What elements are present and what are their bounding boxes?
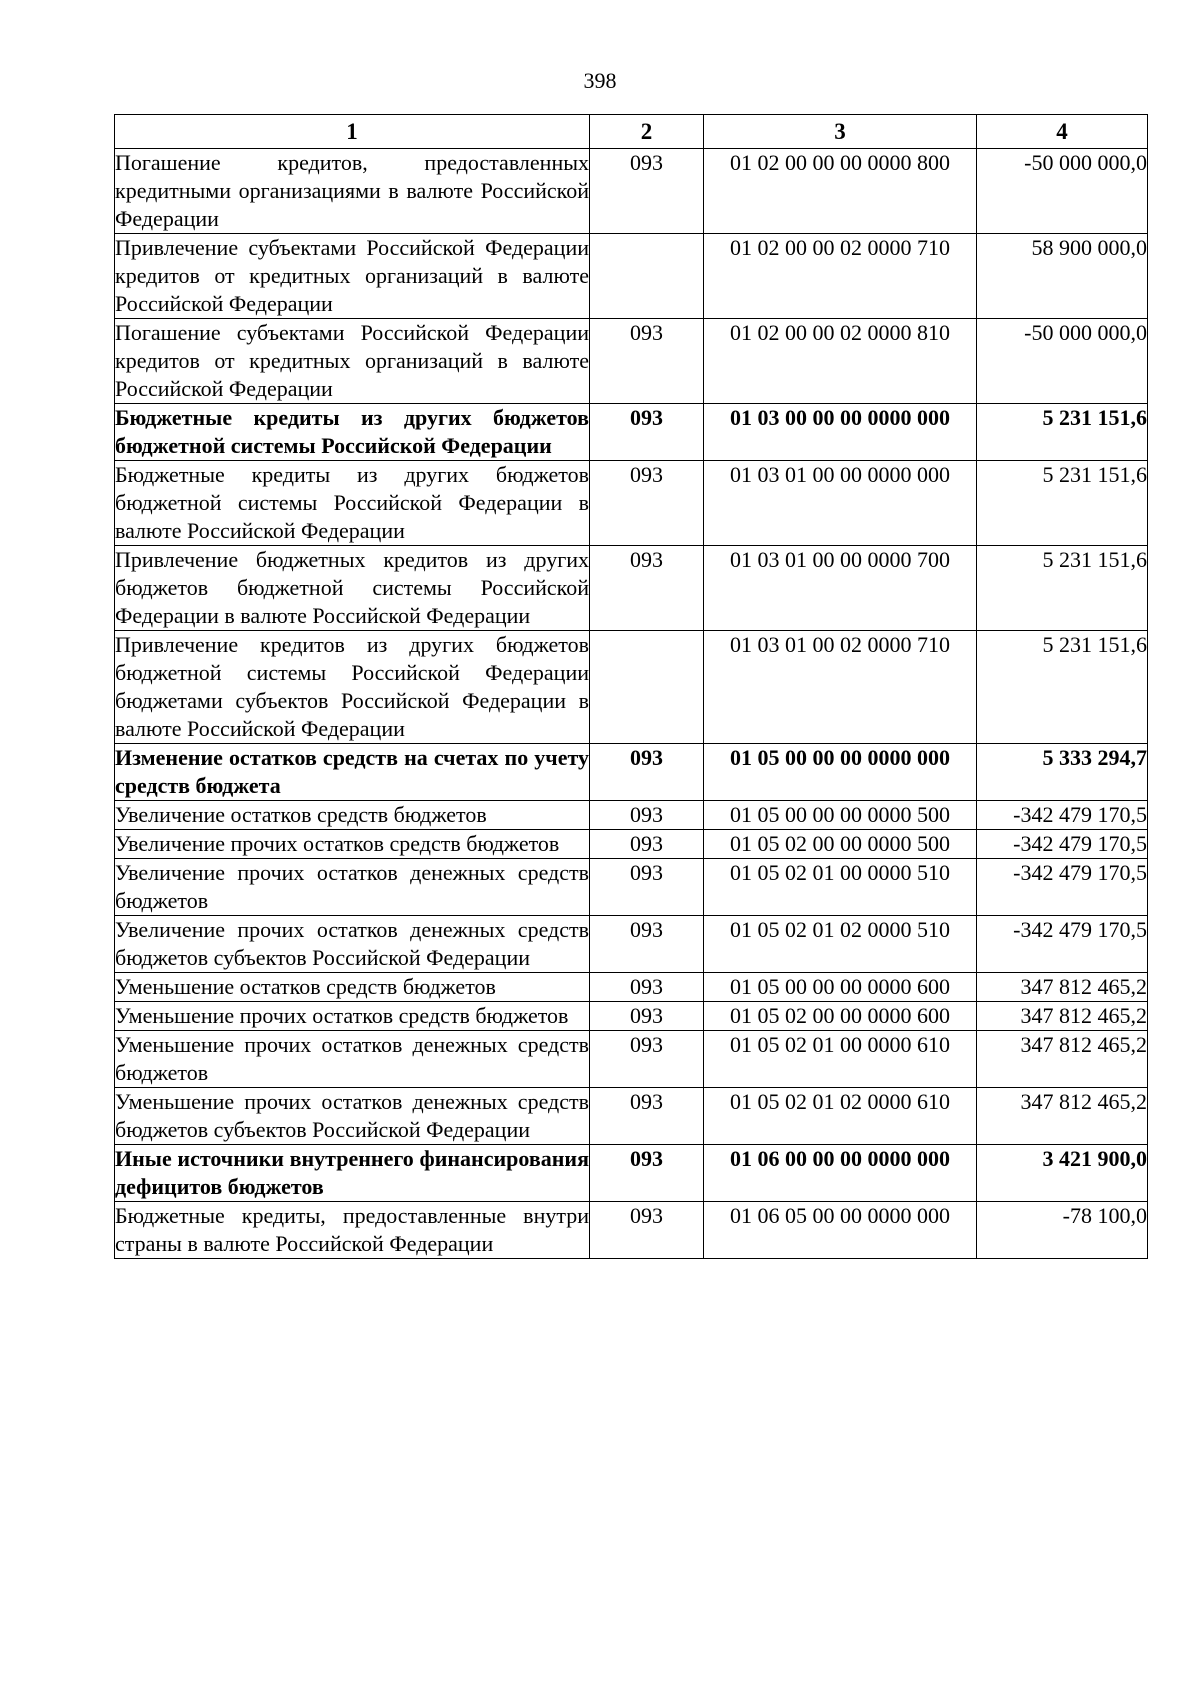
row-amount-cell: 347 812 465,2 <box>977 973 1148 1002</box>
row-admin-code-cell: 093 <box>590 916 704 973</box>
table-row <box>115 744 1148 801</box>
row-budget-code-cell: 01 05 02 01 00 0000 610 <box>704 1031 977 1088</box>
row-admin-code-cell: 093 <box>590 1031 704 1088</box>
row-budget-code-cell: 01 02 00 00 00 0000 800 <box>704 149 977 234</box>
table-row <box>115 1202 1148 1259</box>
table-row <box>115 1088 1148 1145</box>
row-name-cell: Иные источники внутреннего финансирования дефицитов бюджетов <box>115 1145 590 1202</box>
table-row <box>115 1145 1148 1202</box>
row-admin-code-cell: 093 <box>590 973 704 1002</box>
row-admin-code-cell: 093 <box>590 149 704 234</box>
row-admin-code-cell: 093 <box>590 801 704 830</box>
table-row <box>115 404 1148 461</box>
row-amount-cell: 347 812 465,2 <box>977 1088 1148 1145</box>
row-amount-cell: 58 900 000,0 <box>977 234 1148 319</box>
table-header-row <box>115 115 1148 149</box>
table-row <box>115 1031 1148 1088</box>
row-budget-code-cell: 01 03 01 00 00 0000 000 <box>704 461 977 546</box>
row-admin-code-cell: 093 <box>590 1088 704 1145</box>
table-row <box>115 916 1148 973</box>
row-budget-code-cell: 01 05 02 01 02 0000 510 <box>704 916 977 973</box>
row-name-cell: Погашение кредитов, предоставленных кредитными организациями в валюте Российской Федерации <box>115 149 590 234</box>
row-admin-code-cell: 093 <box>590 1002 704 1031</box>
row-amount-cell: -342 479 170,5 <box>977 916 1148 973</box>
row-amount-cell: 347 812 465,2 <box>977 1031 1148 1088</box>
row-name-cell: Изменение остатков средств на счетах по учету средств бюджета <box>115 744 590 801</box>
row-admin-code-cell: 093 <box>590 1145 704 1202</box>
row-amount-cell: -342 479 170,5 <box>977 830 1148 859</box>
row-amount-cell: -50 000 000,0 <box>977 319 1148 404</box>
row-admin-code-cell <box>590 631 704 744</box>
row-name-cell: Увеличение остатков средств бюджетов <box>115 801 590 830</box>
row-admin-code-cell: 093 <box>590 744 704 801</box>
row-amount-cell: -342 479 170,5 <box>977 801 1148 830</box>
row-budget-code-cell: 01 06 05 00 00 0000 000 <box>704 1202 977 1259</box>
column-header-admin: 2 <box>590 115 704 149</box>
row-budget-code-cell: 01 03 01 00 02 0000 710 <box>704 631 977 744</box>
row-admin-code-cell: 093 <box>590 830 704 859</box>
row-amount-cell: -342 479 170,5 <box>977 859 1148 916</box>
row-name-cell: Увеличение прочих остатков денежных средств бюджетов субъектов Российской Федерации <box>115 916 590 973</box>
table-body <box>115 149 1148 1259</box>
row-amount-cell: 3 421 900,0 <box>977 1145 1148 1202</box>
row-amount-cell: 5 231 151,6 <box>977 461 1148 546</box>
row-budget-code-cell: 01 03 01 00 00 0000 700 <box>704 546 977 631</box>
table-row <box>115 546 1148 631</box>
row-budget-code-cell: 01 05 00 00 00 0000 000 <box>704 744 977 801</box>
row-name-cell: Уменьшение остатков средств бюджетов <box>115 973 590 1002</box>
row-name-cell: Уменьшение прочих остатков денежных средств бюджетов субъектов Российской Федерации <box>115 1088 590 1145</box>
row-budget-code-cell: 01 05 02 01 00 0000 510 <box>704 859 977 916</box>
row-name-cell: Бюджетные кредиты из других бюджетов бюджетной системы Российской Федерации <box>115 404 590 461</box>
table-row <box>115 234 1148 319</box>
row-amount-cell: 5 231 151,6 <box>977 546 1148 631</box>
row-admin-code-cell <box>590 234 704 319</box>
row-budget-code-cell: 01 05 02 01 02 0000 610 <box>704 1088 977 1145</box>
column-header-amount: 4 <box>977 115 1148 149</box>
table-row <box>115 801 1148 830</box>
row-budget-code-cell: 01 03 00 00 00 0000 000 <box>704 404 977 461</box>
table-row <box>115 461 1148 546</box>
row-name-cell: Бюджетные кредиты из других бюджетов бюджетной системы Российской Федерации в валюте Российской Федерации <box>115 461 590 546</box>
row-budget-code-cell: 01 05 00 00 00 0000 500 <box>704 801 977 830</box>
table-row <box>115 319 1148 404</box>
row-budget-code-cell: 01 05 00 00 00 0000 600 <box>704 973 977 1002</box>
row-budget-code-cell: 01 02 00 00 02 0000 710 <box>704 234 977 319</box>
table-row <box>115 973 1148 1002</box>
row-name-cell: Увеличение прочих остатков средств бюджетов <box>115 830 590 859</box>
row-admin-code-cell: 093 <box>590 546 704 631</box>
row-name-cell: Привлечение субъектами Российской Федерации кредитов от кредитных организаций в валюте Российской Федерации <box>115 234 590 319</box>
budget-sources-table <box>114 114 1148 1259</box>
row-amount-cell: 5 333 294,7 <box>977 744 1148 801</box>
row-name-cell: Бюджетные кредиты, предоставленные внутри страны в валюте Российской Федерации <box>115 1202 590 1259</box>
column-header-code: 3 <box>704 115 977 149</box>
column-header-name: 1 <box>115 115 590 149</box>
row-budget-code-cell: 01 02 00 00 02 0000 810 <box>704 319 977 404</box>
row-amount-cell: -50 000 000,0 <box>977 149 1148 234</box>
row-admin-code-cell: 093 <box>590 1202 704 1259</box>
table-row <box>115 859 1148 916</box>
row-name-cell: Уменьшение прочих остатков денежных средств бюджетов <box>115 1031 590 1088</box>
row-admin-code-cell: 093 <box>590 859 704 916</box>
row-amount-cell: 5 231 151,6 <box>977 404 1148 461</box>
table-row <box>115 830 1148 859</box>
row-amount-cell: -78 100,0 <box>977 1202 1148 1259</box>
row-budget-code-cell: 01 05 02 00 00 0000 500 <box>704 830 977 859</box>
table-row <box>115 149 1148 234</box>
row-name-cell: Уменьшение прочих остатков средств бюджетов <box>115 1002 590 1031</box>
row-admin-code-cell: 093 <box>590 404 704 461</box>
table-row <box>115 631 1148 744</box>
page-number: 398 <box>583 68 617 93</box>
row-name-cell: Погашение субъектами Российской Федерации кредитов от кредитных организаций в валюте Российской Федерации <box>115 319 590 404</box>
row-name-cell: Привлечение кредитов из других бюджетов бюджетной системы Российской Федерации бюджетами субъектов Российской Федерации в валюте Российской Федерации <box>115 631 590 744</box>
row-budget-code-cell: 01 06 00 00 00 0000 000 <box>704 1145 977 1202</box>
row-budget-code-cell: 01 05 02 00 00 0000 600 <box>704 1002 977 1031</box>
row-name-cell: Увеличение прочих остатков денежных средств бюджетов <box>115 859 590 916</box>
row-amount-cell: 347 812 465,2 <box>977 1002 1148 1031</box>
row-admin-code-cell: 093 <box>590 319 704 404</box>
row-admin-code-cell: 093 <box>590 461 704 546</box>
row-amount-cell: 5 231 151,6 <box>977 631 1148 744</box>
table-row <box>115 1002 1148 1031</box>
row-name-cell: Привлечение бюджетных кредитов из других бюджетов бюджетной системы Российской Федерации в валюте Российской Федерации <box>115 546 590 631</box>
